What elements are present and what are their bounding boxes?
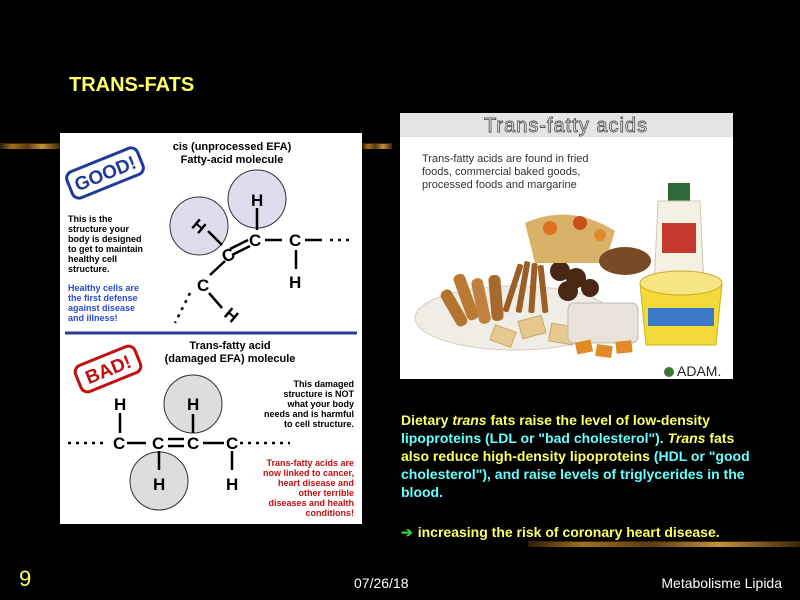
atom-c: C: [187, 434, 200, 453]
image-text-line: Trans-fatty acids are found in fried: [422, 153, 589, 165]
good-description: [68, 214, 143, 274]
bad-red-line: diseases and health: [268, 498, 354, 508]
good-text-line: body is designed: [68, 234, 142, 244]
bad-red-line: Trans-fatty acids are: [266, 458, 354, 468]
bad-text-line: This damaged: [293, 379, 354, 389]
good-stamp-text: GOOD!: [71, 152, 140, 197]
caption-part: fats raise the level of low-density: [486, 412, 710, 428]
bullet-point: [401, 523, 756, 542]
bad-text-line: to cell structure.: [283, 419, 354, 429]
atom-c: C: [197, 276, 210, 295]
bad-red-line: heart disease and: [277, 478, 354, 488]
good-blue-line: and illness!: [68, 313, 118, 323]
atom-h: H: [220, 304, 243, 327]
bullet-text: increasing the risk of coronary heart disease.: [417, 524, 720, 540]
bad-text-line: needs and is harmful: [263, 409, 354, 419]
bad-text-line: what your body: [287, 399, 354, 409]
good-text-line: structure your: [68, 224, 130, 234]
atom-c: C: [289, 231, 302, 250]
good-text-line: healthy cell: [68, 254, 118, 264]
trans-title-2: (damaged EFA) molecule: [164, 353, 296, 365]
atom-c: C: [152, 434, 165, 453]
decorative-rule-mid: [362, 143, 392, 149]
molecule-diagram-svg: [60, 133, 362, 524]
atom-h: H: [114, 395, 127, 414]
atom-h: H: [289, 273, 302, 292]
slide-date: 07/26/18: [354, 575, 409, 591]
baked-good: [599, 247, 651, 275]
good-text-line: to get to maintain: [68, 244, 143, 254]
cis-title-1: cis (unprocessed EFA): [172, 141, 292, 153]
margarine-tub: [640, 271, 722, 345]
slide-number: 9: [19, 566, 32, 591]
good-blue-line: the first defense: [68, 293, 138, 303]
logo-text: ADAM.: [677, 363, 722, 379]
atom-h: H: [226, 475, 239, 494]
bad-stamp: [73, 344, 143, 394]
plastic-container: [568, 303, 638, 343]
course-name: Metabolisme Lipida: [661, 575, 782, 591]
atom-h: H: [187, 395, 200, 414]
caption-part: Trans: [667, 430, 706, 446]
image-heading: Trans-fatty acids: [483, 115, 649, 137]
bad-red-line: now linked to cancer,: [262, 468, 354, 478]
atom-c: C: [249, 231, 262, 250]
cis-title-2: Fatty-acid molecule: [180, 154, 284, 166]
fatty-acid-diagram: [60, 133, 362, 524]
slide-title: TRANS-FATS: [69, 74, 195, 96]
bad-red-line: conditions!: [305, 508, 354, 518]
trans-molecule: [68, 375, 290, 510]
bad-stamp-text: BAD!: [82, 351, 135, 390]
decorative-rule-left: [0, 143, 60, 149]
bad-description: [264, 379, 355, 429]
image-text-line: foods, commercial baked goods,: [422, 166, 581, 178]
atom-h: H: [153, 475, 166, 494]
atom-c: C: [226, 434, 239, 453]
trans-fat-caption: [401, 411, 756, 501]
good-text-line: structure.: [68, 264, 110, 274]
good-text-line: This is the: [68, 214, 113, 224]
bad-red-line: other terrible: [298, 488, 354, 498]
image-text: [422, 153, 589, 191]
bad-red-note: [263, 458, 354, 518]
caption-part: trans: [452, 412, 487, 428]
atom-c: C: [113, 434, 126, 453]
caption-part: (HDL or "good cholesterol"),: [401, 448, 750, 482]
adam-logo: [664, 363, 721, 379]
good-blue-note: [68, 283, 139, 323]
bad-text-line: structure is NOT: [283, 389, 354, 399]
arrow-bullet-icon: ➔: [401, 524, 413, 540]
caption-part: fats also reduce high-density lipoproteins: [401, 430, 735, 464]
good-blue-line: Healthy cells are: [68, 283, 140, 293]
good-stamp: [65, 146, 146, 200]
good-blue-line: against disease: [68, 303, 136, 313]
trans-fat-foods-image: [400, 113, 733, 379]
image-text-line: processed foods and margarine: [422, 179, 577, 191]
atom-h: H: [251, 191, 264, 210]
atom-c: C: [218, 244, 238, 267]
caption-part: lipoproteins (LDL or "bad cholesterol").: [401, 430, 664, 446]
atom-h: H: [187, 215, 210, 238]
trans-title-1: Trans-fatty acid: [189, 340, 271, 352]
foods-illustration-svg: [400, 113, 733, 379]
caption-part: and raise levels of triglycerides in the blood.: [401, 466, 745, 500]
caption-part: Dietary: [401, 412, 453, 428]
